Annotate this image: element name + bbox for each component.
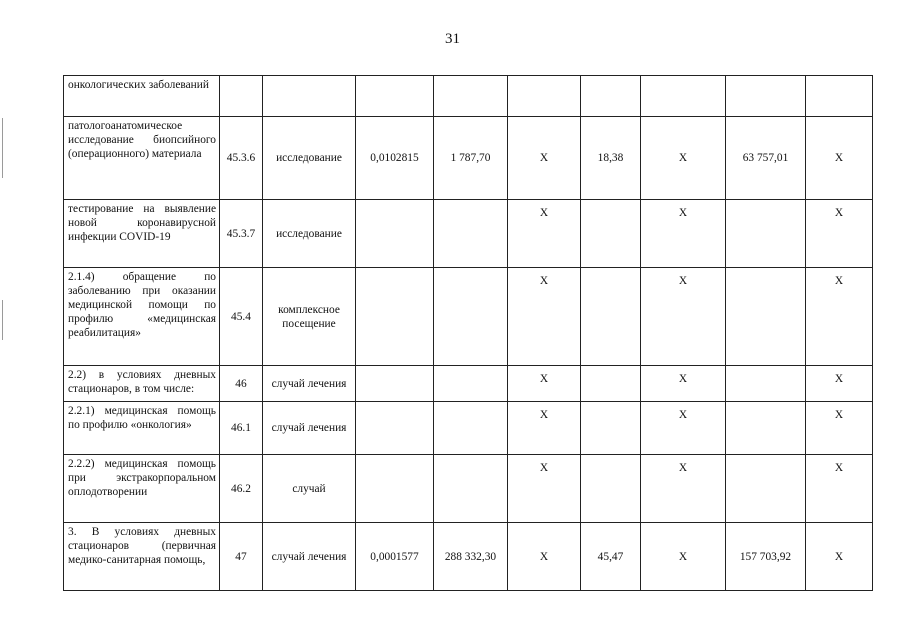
cell-value [726,76,806,117]
table-row [64,117,873,200]
cell-value [581,200,641,268]
cell-value [434,200,508,268]
cell-value: Х [508,402,581,455]
table-row [64,76,873,117]
table-row [64,366,873,402]
cell-value: Х [806,117,873,200]
cell-code: 45.3.7 [220,200,263,268]
cell-unit: комплексное посещение [263,268,356,366]
cell-unit: исследование [263,200,356,268]
cell-name: 2.2) в условиях дневных стационаров, в том числе: [64,366,220,402]
cell-name: онкологических заболеваний [64,76,220,117]
cell-value [356,200,434,268]
cell-code: 47 [220,523,263,591]
cell-code: 46 [220,366,263,402]
cell-value: Х [641,455,726,523]
cell-value: Х [641,402,726,455]
scan-edge-mark [2,300,3,340]
table-row [64,200,873,268]
cell-value: Х [641,523,726,591]
cell-value [356,366,434,402]
cell-value [434,268,508,366]
cell-value: Х [641,268,726,366]
cell-value: 157 703,92 [726,523,806,591]
cell-value: Х [806,268,873,366]
cell-name: 2.2.2) медицинская помощь при экстракорпоральном оплодотворении [64,455,220,523]
cell-value: Х [508,455,581,523]
cell-value: Х [508,200,581,268]
cell-value: Х [641,200,726,268]
cell-code [220,76,263,117]
cell-name: 2.2.1) медицинская помощь по профилю «онкология» [64,402,220,455]
cell-value: Х [806,200,873,268]
table-row [64,523,873,591]
cell-value: 288 332,30 [434,523,508,591]
cell-value [581,268,641,366]
cell-value: 45,47 [581,523,641,591]
cell-value [356,76,434,117]
cell-code: 45.3.6 [220,117,263,200]
tariff-table [63,75,873,591]
cell-value [356,402,434,455]
cell-value [434,402,508,455]
cell-value: 0,0102815 [356,117,434,200]
cell-value [726,268,806,366]
cell-name: тестирование на выявление новой коронавирусной инфекции COVID-19 [64,200,220,268]
cell-value [434,366,508,402]
table-row [64,268,873,366]
cell-value [356,268,434,366]
cell-value [806,76,873,117]
cell-value: 18,38 [581,117,641,200]
cell-unit: случай [263,455,356,523]
cell-value [726,455,806,523]
cell-value [726,402,806,455]
cell-unit: исследование [263,117,356,200]
cell-value: Х [508,268,581,366]
scan-edge-mark [2,118,3,178]
cell-unit: случай лечения [263,366,356,402]
cell-value [508,76,581,117]
page-number: 31 [445,31,460,47]
cell-value [581,402,641,455]
cell-value [726,366,806,402]
cell-value: Х [641,117,726,200]
cell-unit: случай лечения [263,523,356,591]
cell-name: патологоанатомическое исследование биопсийного (операционного) материала [64,117,220,200]
cell-value [581,455,641,523]
table-row [64,402,873,455]
cell-value: Х [508,117,581,200]
cell-value [356,455,434,523]
cell-value: Х [806,366,873,402]
cell-value: Х [806,523,873,591]
cell-value: Х [508,523,581,591]
cell-name: 2.1.4) обращение по заболеванию при оказании медицинской помощи по профилю «медицинская реабилитация» [64,268,220,366]
cell-value [726,200,806,268]
cell-value: Х [641,366,726,402]
cell-value: Х [806,402,873,455]
cell-value [581,366,641,402]
cell-value: 63 757,01 [726,117,806,200]
cell-name: 3. В условиях дневных стационаров (первичная медико-санитарная помощь, [64,523,220,591]
cell-value: Х [508,366,581,402]
cell-value: 1 787,70 [434,117,508,200]
cell-code: 46.1 [220,402,263,455]
cell-value [434,455,508,523]
cell-unit: случай лечения [263,402,356,455]
cell-value: 0,0001577 [356,523,434,591]
cell-code: 46.2 [220,455,263,523]
cell-value [641,76,726,117]
cell-code: 45.4 [220,268,263,366]
table-row [64,455,873,523]
cell-value: Х [806,455,873,523]
cell-unit [263,76,356,117]
cell-value [581,76,641,117]
cell-value [434,76,508,117]
